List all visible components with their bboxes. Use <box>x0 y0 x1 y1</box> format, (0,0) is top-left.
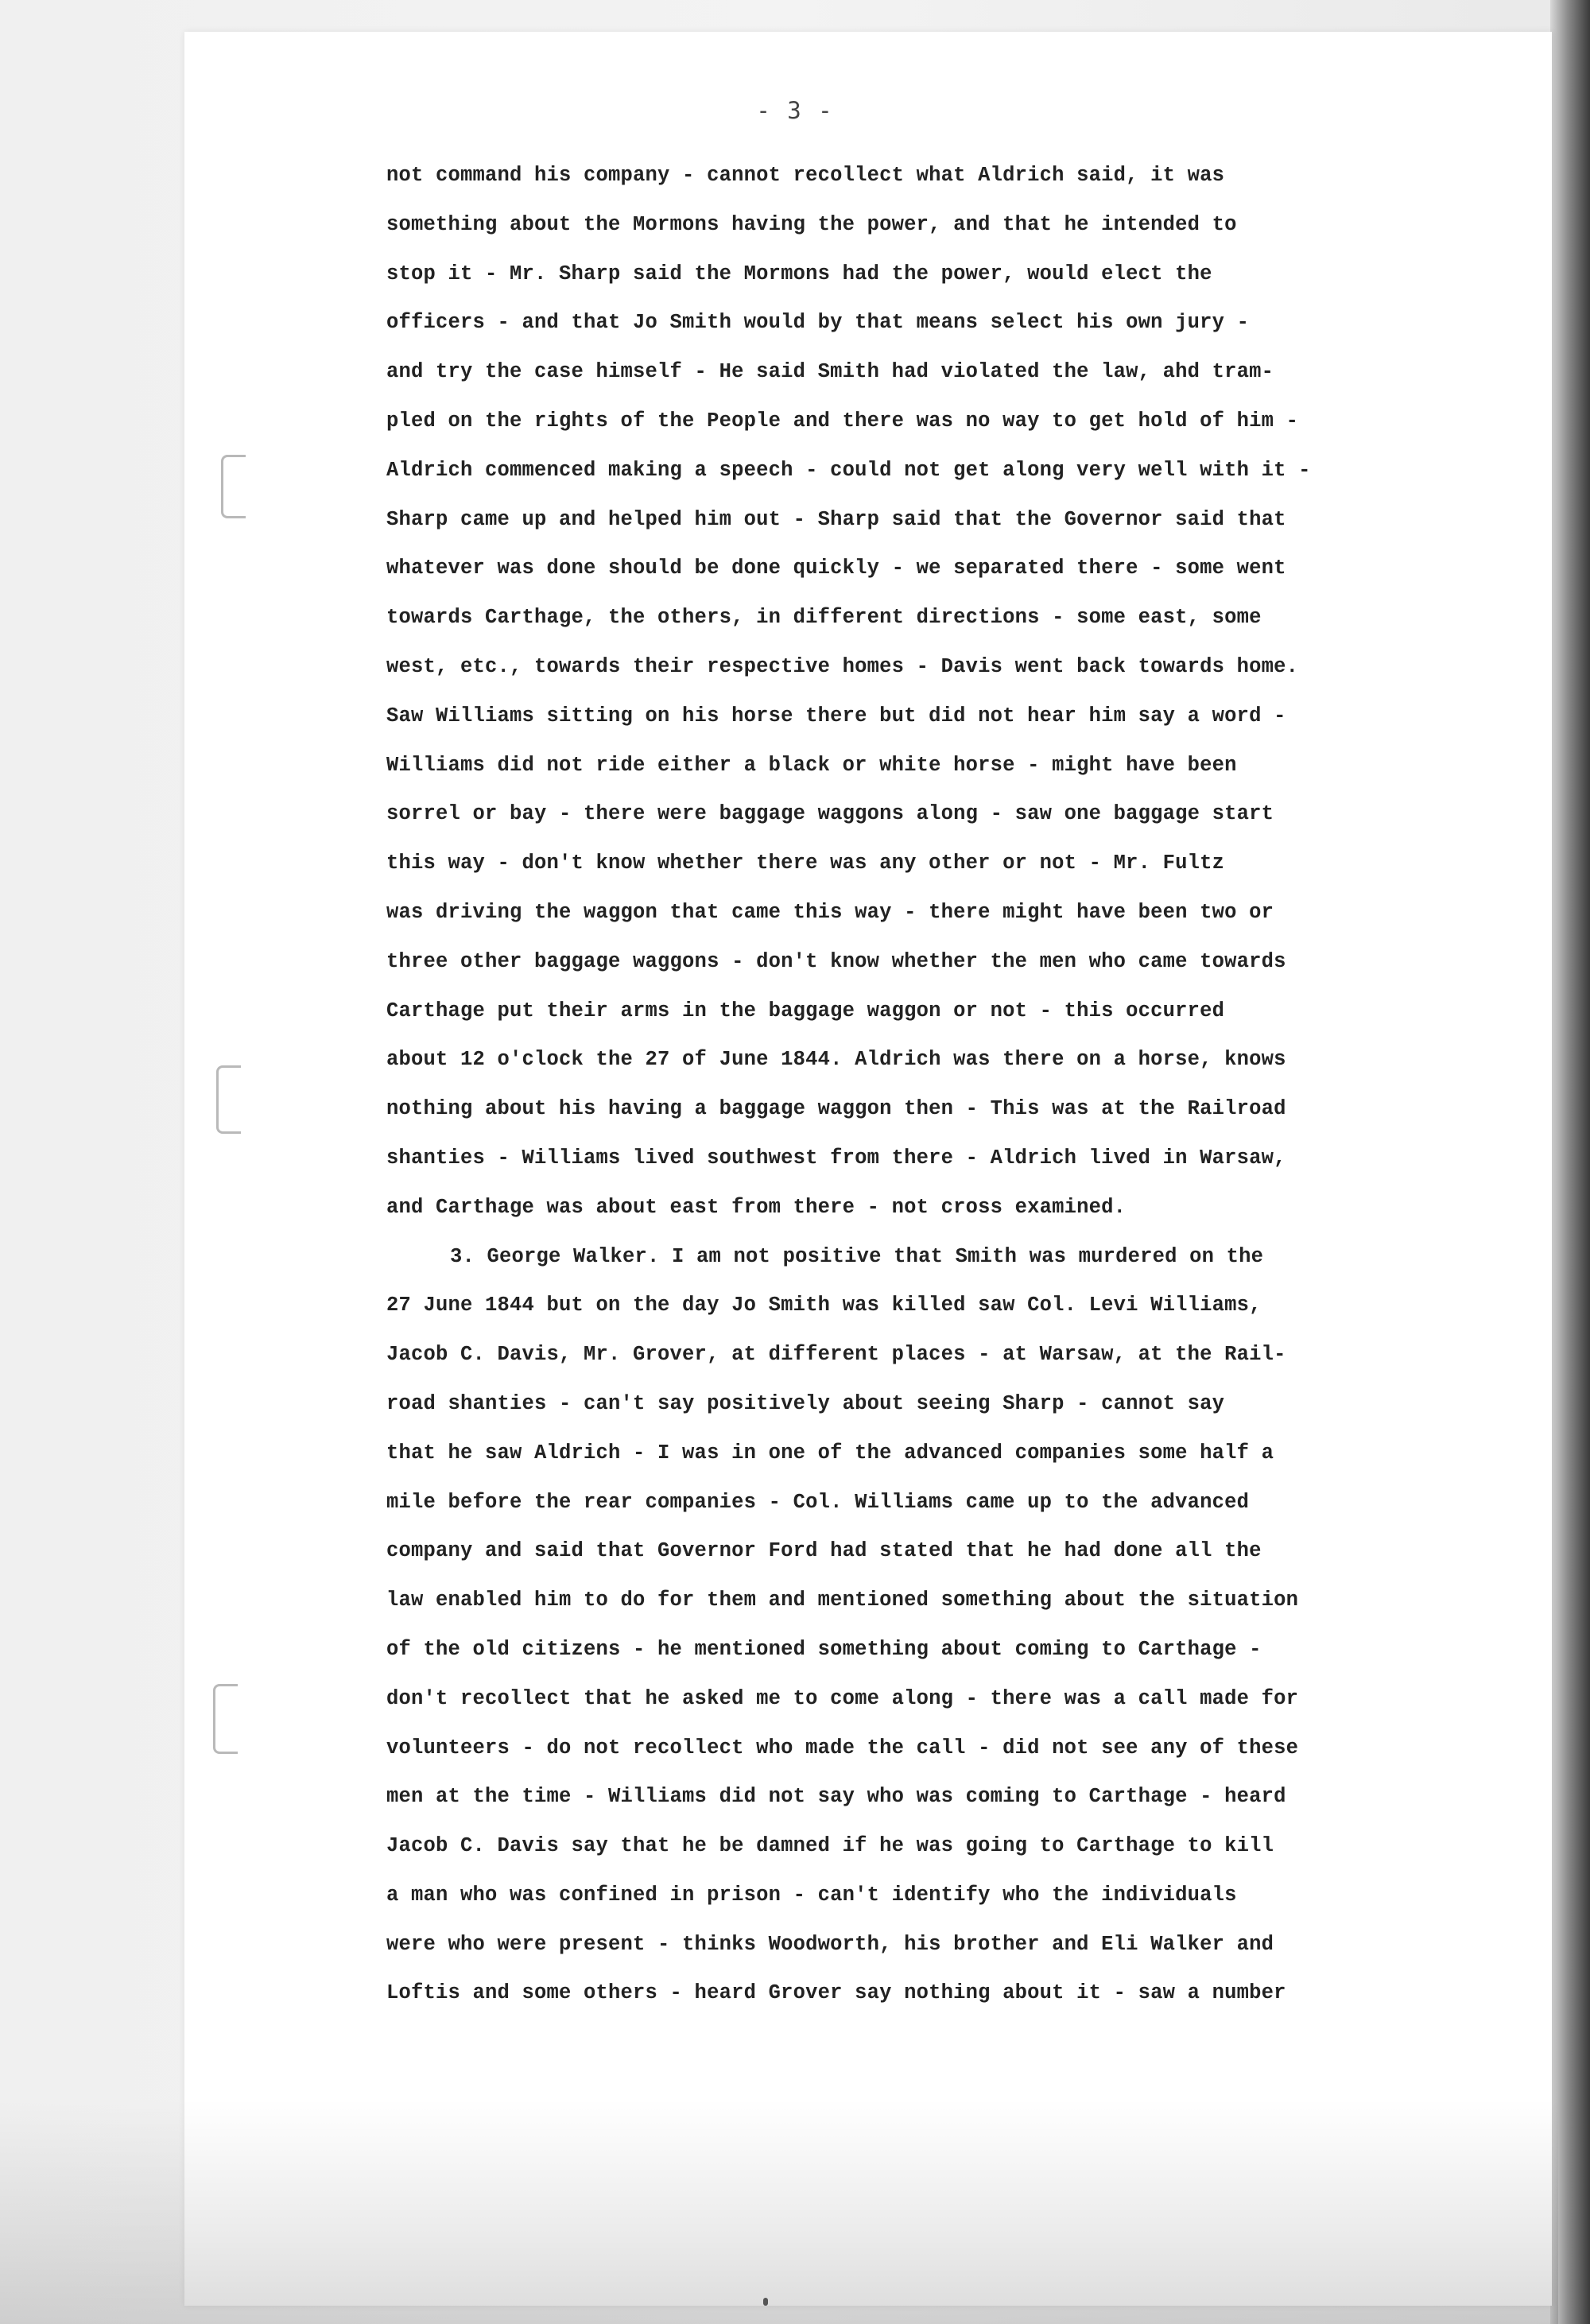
text-line: stop it - Mr. Sharp said the Mormons had the power, would elect the <box>386 262 1212 285</box>
text-line: Jacob C. Davis say that he be damned if he was going to Carthage to kill <box>386 1834 1274 1858</box>
witness-heading-line: 3. George Walker. I am not positive that Smith was murdered on the <box>450 1244 1264 1268</box>
text-line: were who were present - thinks Woodworth, his brother and Eli Walker and <box>386 1932 1274 1956</box>
text-line: Jacob C. Davis, Mr. Grover, at different places - at Warsaw, at the Rail- <box>386 1343 1286 1367</box>
text-line: west, etc., towards their respective homes - Davis went back towards home. <box>386 654 1299 678</box>
margin-bracket-mark <box>213 1684 238 1754</box>
text-line: nothing about his having a baggage waggon then - This was at the Railroad <box>386 1097 1286 1121</box>
text-line: shanties - Williams lived southwest from there - Aldrich lived in Warsaw, <box>386 1146 1286 1170</box>
document-body <box>386 151 1396 2018</box>
text-line: company and said that Governor Ford had stated that he had done all the <box>386 1539 1262 1563</box>
text-line: men at the time - Williams did not say who was coming to Carthage - heard <box>386 1785 1286 1809</box>
text-line: towards Carthage, the others, in different directions - some east, some <box>386 606 1262 630</box>
text-line: and Carthage was about east from there - not cross examined. <box>386 1195 1127 1219</box>
text-line: of the old citizens - he mentioned something about coming to Carthage - <box>386 1637 1262 1661</box>
page-number: - 3 - <box>756 97 834 124</box>
text-line: Loftis and some others - heard Grover say nothing about it - saw a number <box>386 1981 1286 2005</box>
text-line: don't recollect that he asked me to come along - there was a call made for <box>386 1686 1299 1710</box>
text-line: whatever was done should be done quickly - we separated there - some went <box>386 557 1286 580</box>
text-line: pled on the rights of the People and there was no way to get hold of him - <box>386 409 1299 433</box>
text-line: Saw Williams sitting on his horse there but did not hear him say a word - <box>386 704 1286 727</box>
margin-bracket-mark <box>221 455 246 518</box>
text-line: that he saw Aldrich - I was in one of the advanced companies some half a <box>386 1441 1274 1465</box>
text-line: officers - and that Jo Smith would by that means select his own jury - <box>386 311 1250 335</box>
text-line: this way - don't know whether there was any other or not - Mr. Fultz <box>386 852 1225 875</box>
text-line: sorrel or bay - there were baggage waggons along - saw one baggage start <box>386 802 1274 826</box>
text-line: 27 June 1844 but on the day Jo Smith was killed saw Col. Levi Williams, <box>386 1294 1262 1317</box>
text-line: Aldrich commenced making a speech - could not get along very well with it - <box>386 458 1311 482</box>
text-line: a man who was confined in prison - can't identify who the individuals <box>386 1883 1237 1907</box>
text-line: mile before the rear companies - Col. Williams came up to the advanced <box>386 1490 1250 1514</box>
text-line: was driving the waggon that came this way - there might have been two or <box>386 900 1274 924</box>
text-line: not command his company - cannot recollect what Aldrich said, it was <box>386 164 1225 187</box>
text-line: law enabled him to do for them and mentioned something about the situation <box>386 1589 1299 1612</box>
margin-bracket-mark <box>216 1065 241 1134</box>
text-line: three other baggage waggons - don't know whether the men who came towards <box>386 949 1286 973</box>
text-line: Sharp came up and helped him out - Sharp said that the Governor said that <box>386 507 1286 531</box>
text-line: Carthage put their arms in the baggage waggon or not - this occurred <box>386 999 1225 1022</box>
text-line: volunteers - do not recollect who made the call - did not see any of these <box>386 1736 1299 1759</box>
text-line: road shanties - can't say positively about seeing Sharp - cannot say <box>386 1391 1225 1415</box>
scan-edge-shadow <box>1550 0 1590 2324</box>
text-line: something about the Mormons having the power, and that he intended to <box>386 212 1237 236</box>
text-line: and try the case himself - He said Smith had violated the law, ahd tram- <box>386 360 1274 384</box>
scan-speck <box>763 2298 768 2306</box>
text-line: Williams did not ride either a black or white horse - might have been <box>386 753 1237 777</box>
scan-bottom-shadow <box>0 2099 1558 2324</box>
text-line: about 12 o'clock the 27 of June 1844. Aldrich was there on a horse, knows <box>386 1048 1286 1072</box>
